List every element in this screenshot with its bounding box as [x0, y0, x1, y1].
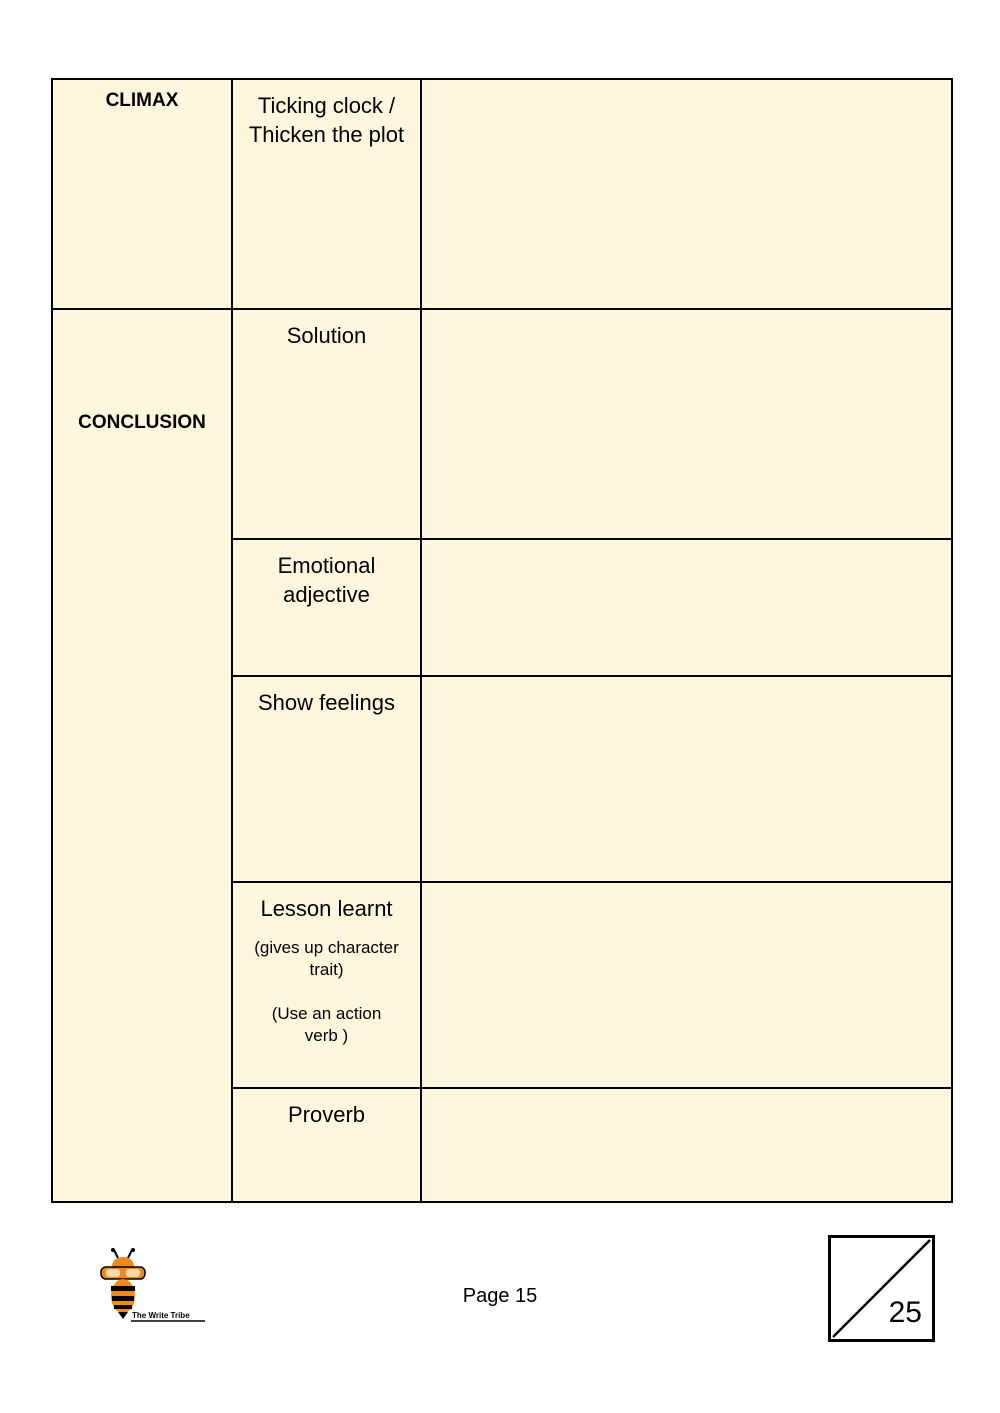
- logo-wordmark: The Write Tribe: [132, 1311, 190, 1320]
- prompt-ticking-clock-label: Ticking clock / Thicken the plot: [248, 93, 405, 147]
- prompt-lesson-note-verb: (Use an action verb ): [271, 1004, 382, 1045]
- prompt-lesson-learnt: [232, 882, 421, 1088]
- story-planner-table: [51, 78, 953, 1203]
- prompt-emotional-adjective-label: Emotional adjective: [277, 553, 376, 607]
- prompt-lesson-learnt-label: Lesson learnt: [260, 896, 393, 921]
- climax-row: [52, 79, 952, 309]
- prompt-proverb-label: Proverb: [287, 1102, 366, 1127]
- section-climax-label: CLIMAX: [105, 90, 179, 111]
- solution-row: [52, 309, 952, 539]
- prompt-show-feelings: [232, 676, 421, 882]
- answer-lesson-learnt[interactable]: [421, 882, 952, 1088]
- prompt-solution: [232, 309, 421, 539]
- answer-ticking-clock[interactable]: [421, 79, 952, 309]
- answer-emotional-adjective[interactable]: [421, 539, 952, 676]
- answer-proverb[interactable]: [421, 1088, 952, 1202]
- page-number: Page 15: [462, 1285, 538, 1307]
- answer-solution[interactable]: [421, 309, 952, 539]
- prompt-proverb: [232, 1088, 421, 1202]
- section-conclusion-label: CONCLUSION: [78, 412, 206, 433]
- section-conclusion: [52, 309, 232, 1202]
- score-total: 25: [888, 1296, 922, 1329]
- answer-show-feelings[interactable]: [421, 676, 952, 882]
- prompt-ticking-clock: [232, 79, 421, 309]
- prompt-show-feelings-label: Show feelings: [258, 690, 395, 715]
- section-climax: [52, 79, 232, 309]
- prompt-lesson-note-trait: (gives up character trait): [254, 938, 399, 979]
- score-box: [828, 1235, 935, 1342]
- prompt-emotional-adjective: [232, 539, 421, 676]
- prompt-solution-label: Solution: [286, 323, 367, 348]
